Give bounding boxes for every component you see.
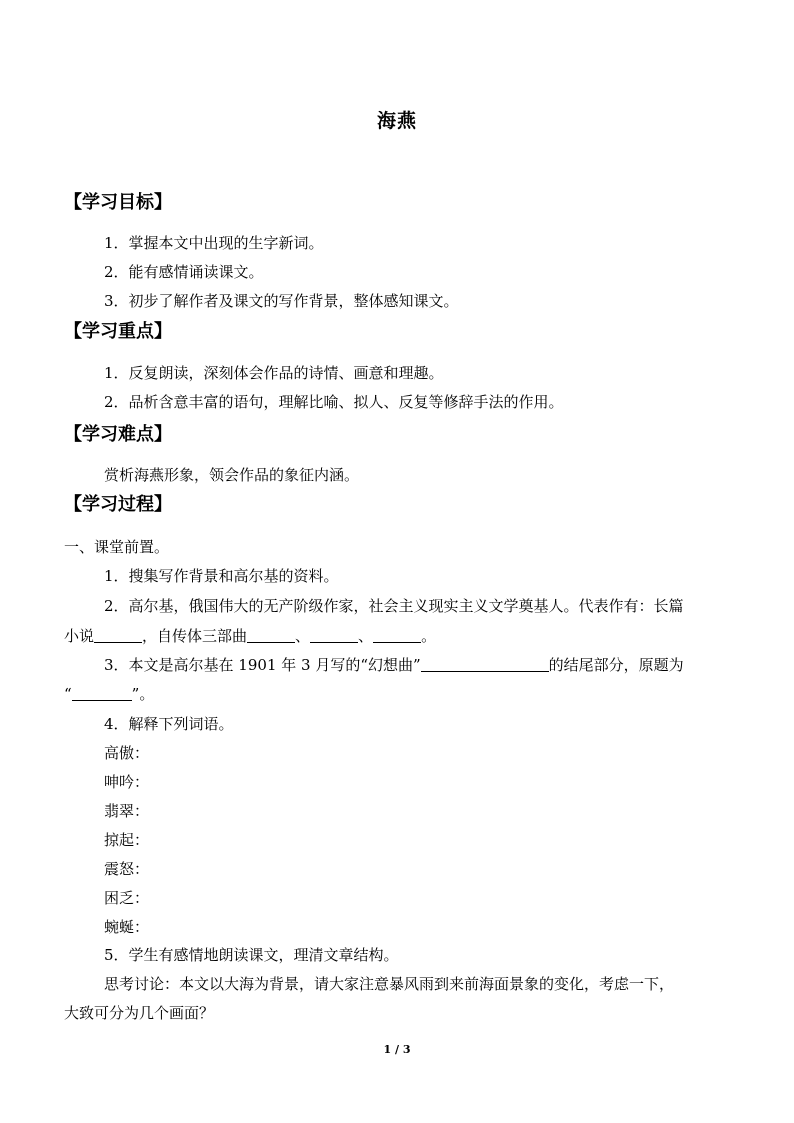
question-3-quote-close: ”。	[131, 685, 155, 703]
word-item: 震怒：	[104, 860, 150, 878]
discussion-line-1: 思考讨论：本文以大海为背景，请大家注意暴风雨到来前海面景象的变化，考虑一下，	[104, 975, 675, 993]
part1-title: 一、课堂前置。	[64, 538, 170, 556]
question-3-quote-open: “	[64, 685, 72, 703]
word-item: 掠起：	[104, 831, 150, 849]
section-heading-goals: 【学习目标】	[64, 192, 172, 213]
discussion-line-2: 大致可分为几个画面？	[64, 1004, 215, 1022]
word-item: 高傲：	[104, 744, 150, 762]
blank-trilogy-2[interactable]	[310, 628, 358, 643]
word-item: 困乏：	[104, 889, 150, 907]
page-title: 海燕	[376, 110, 417, 132]
difficulty-text: 赏析海燕形象，领会作品的象征内涵。	[104, 466, 360, 484]
question-3-text-b: 的结尾部分，原题为	[548, 656, 684, 674]
question-2-end: 。	[421, 627, 437, 645]
goal-item-1: 1．掌握本文中出现的生字新词。	[104, 234, 324, 252]
question-3-text-a: 3．本文是高尔基在 1901 年 3 月写的“幻想曲”	[104, 656, 421, 674]
question-3-line-2	[64, 684, 154, 704]
key-point-item-2: 2．品析含意丰富的语句，理解比喻、拟人、反复等修辞手法的作用。	[104, 393, 564, 411]
question-2-text-b: ，自传体三部曲	[142, 627, 248, 645]
blank-novel[interactable]	[94, 628, 142, 643]
key-point-item-1: 1．反复朗读，深刻体会作品的诗情、画意和理趣。	[104, 364, 444, 382]
question-2-sep-1: 、	[295, 627, 311, 645]
section-heading-difficulties: 【学习难点】	[64, 424, 172, 445]
blank-trilogy-1[interactable]	[247, 628, 295, 643]
section-heading-process: 【学习过程】	[64, 494, 172, 515]
blank-fantasia-name[interactable]	[421, 657, 549, 672]
word-item: 蜿蜒：	[104, 918, 150, 936]
blank-original-title[interactable]	[72, 686, 132, 701]
goal-item-3: 3．初步了解作者及课文的写作背景，整体感知课文。	[104, 292, 459, 310]
question-2-line-2	[64, 626, 436, 646]
question-5: 5．学生有感情地朗读课文，理清文章结构。	[104, 946, 399, 964]
word-item: 翡翠：	[104, 802, 150, 820]
question-2-line-1: 2．高尔基，俄国伟大的无产阶级作家，社会主义现实主义文学奠基人。代表作有：长篇	[104, 597, 684, 615]
question-4: 4．解释下列词语。	[104, 715, 234, 733]
question-2-text-a: 小说	[64, 627, 95, 645]
question-3-line-1	[104, 655, 684, 675]
page-number: 1 / 3	[383, 1043, 411, 1056]
question-2-sep-2: 、	[358, 627, 374, 645]
section-heading-key-points: 【学习重点】	[64, 321, 172, 342]
goal-item-2: 2．能有感情诵读课文。	[104, 263, 264, 281]
question-1: 1．搜集写作背景和高尔基的资料。	[104, 567, 339, 585]
word-item: 呻吟：	[104, 773, 150, 791]
blank-trilogy-3[interactable]	[373, 628, 421, 643]
